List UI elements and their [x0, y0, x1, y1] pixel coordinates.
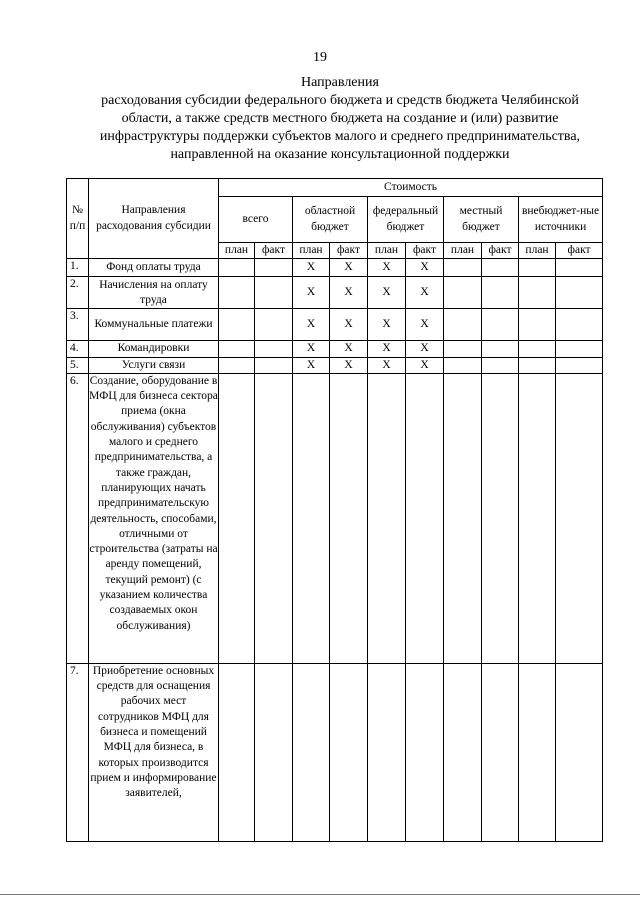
row-number: 2.: [67, 277, 89, 309]
row-value-cell: [519, 357, 556, 373]
row-value-cell: [482, 373, 519, 663]
row-value-cell: [255, 277, 293, 309]
row-direction: Коммунальные платежи: [89, 309, 219, 341]
header-group-extrabudgetary: внебюджет-ные источники: [519, 197, 603, 243]
table-row: [67, 259, 603, 277]
header-plan: план: [519, 243, 556, 259]
header-plan: план: [444, 243, 482, 259]
table-row: [67, 309, 603, 341]
header-group-federal: федеральный бюджет: [368, 197, 444, 243]
row-value-cell: X: [330, 357, 368, 373]
row-value-cell: [255, 341, 293, 357]
row-value-cell: [519, 309, 556, 341]
row-value-cell: [482, 277, 519, 309]
row-value-cell: X: [406, 341, 444, 357]
row-number: 6.: [67, 373, 89, 663]
row-value-cell: [219, 259, 255, 277]
table-row: [67, 277, 603, 309]
row-value-cell: [219, 373, 255, 663]
row-value-cell: [219, 277, 255, 309]
row-value-cell: [368, 373, 406, 663]
header-plan: план: [368, 243, 406, 259]
row-value-cell: [482, 341, 519, 357]
row-value-cell: [556, 259, 603, 277]
heading-line-4: инфраструктуры поддержки субъектов малого и среднего предпринимательства,: [99, 129, 581, 144]
row-value-cell: [556, 341, 603, 357]
row-value-cell: [219, 663, 255, 841]
header-plan: план: [293, 243, 330, 259]
row-value-cell: [219, 309, 255, 341]
row-value-cell: [482, 663, 519, 841]
row-value-cell: [368, 663, 406, 841]
row-value-cell: [255, 357, 293, 373]
heading-line-5: направленной на оказание консультационной поддержки: [170, 147, 510, 162]
row-value-cell: [482, 309, 519, 341]
row-value-cell: [556, 277, 603, 309]
heading-line-3: области, а также средств местного бюджета на создание и (или) развитие: [121, 111, 559, 126]
row-value-cell: X: [368, 341, 406, 357]
row-value-cell: [255, 309, 293, 341]
row-value-cell: X: [368, 309, 406, 341]
row-value-cell: [444, 259, 482, 277]
row-value-cell: [556, 309, 603, 341]
row-value-cell: [293, 663, 330, 841]
row-value-cell: [330, 373, 368, 663]
row-direction: Начисления на оплату труда: [89, 277, 219, 309]
row-value-cell: [482, 259, 519, 277]
row-value-cell: [293, 373, 330, 663]
row-value-cell: X: [406, 259, 444, 277]
row-value-cell: [444, 341, 482, 357]
row-number: 7.: [67, 663, 89, 841]
table-row: [67, 357, 603, 373]
row-value-cell: X: [406, 277, 444, 309]
row-value-cell: X: [330, 277, 368, 309]
row-value-cell: [519, 373, 556, 663]
row-value-cell: X: [293, 341, 330, 357]
page-bottom-rule: [0, 894, 640, 895]
header-number: № п/п: [67, 179, 89, 259]
expense-directions-table: [66, 178, 603, 842]
row-direction: Создание, оборудование в МФЦ для бизнеса сектора приема (окна обслуживания) субъектов малого и среднего предпринимательства, а также граждан, планирующих начать предпринимательскую деятельность, способами, отличными от строительства (затраты на аренду помещений, текущий ремонт) (с указанием количества создаваемых окон обслуживания): [89, 373, 219, 663]
row-value-cell: [519, 341, 556, 357]
row-value-cell: [330, 663, 368, 841]
row-number: 4.: [67, 341, 89, 357]
row-direction: Командировки: [89, 341, 219, 357]
row-value-cell: X: [330, 259, 368, 277]
row-number: 1.: [67, 259, 89, 277]
row-value-cell: X: [293, 277, 330, 309]
row-direction: Фонд оплаты труда: [89, 259, 219, 277]
row-value-cell: [406, 663, 444, 841]
heading-line-1: Направления: [301, 75, 379, 90]
table-row: [67, 373, 603, 663]
row-value-cell: X: [368, 357, 406, 373]
header-group-local: местный бюджет: [444, 197, 519, 243]
document-heading: [40, 74, 640, 164]
row-number: 3.: [67, 309, 89, 341]
row-value-cell: [519, 663, 556, 841]
row-value-cell: [556, 663, 603, 841]
row-value-cell: [444, 357, 482, 373]
header-fact: факт: [482, 243, 519, 259]
row-value-cell: [255, 663, 293, 841]
row-value-cell: [556, 373, 603, 663]
header-fact: факт: [406, 243, 444, 259]
header-group-regional: областной бюджет: [293, 197, 368, 243]
row-number: 5.: [67, 357, 89, 373]
table-row: [67, 663, 603, 841]
row-value-cell: X: [330, 341, 368, 357]
header-cost: Стоимость: [219, 179, 603, 197]
header-group-total: всего: [219, 197, 293, 243]
heading-line-2: расходования субсидии федерального бюджета и средств бюджета Челябинской: [101, 93, 579, 108]
row-direction: Услуги связи: [89, 357, 219, 373]
row-value-cell: [255, 373, 293, 663]
row-value-cell: [519, 259, 556, 277]
page-number: 19: [313, 50, 327, 65]
row-value-cell: [556, 357, 603, 373]
row-value-cell: X: [293, 357, 330, 373]
row-value-cell: X: [406, 309, 444, 341]
row-value-cell: [444, 663, 482, 841]
row-value-cell: X: [293, 309, 330, 341]
row-value-cell: [255, 259, 293, 277]
header-fact: факт: [255, 243, 293, 259]
row-value-cell: X: [293, 259, 330, 277]
row-value-cell: [219, 357, 255, 373]
row-value-cell: X: [368, 277, 406, 309]
row-value-cell: X: [406, 357, 444, 373]
row-value-cell: [482, 357, 519, 373]
row-value-cell: [444, 277, 482, 309]
header-direction: Направления расходования субсидии: [89, 179, 219, 259]
row-value-cell: X: [368, 259, 406, 277]
row-value-cell: [519, 277, 556, 309]
row-value-cell: [219, 341, 255, 357]
header-fact: факт: [330, 243, 368, 259]
row-value-cell: X: [330, 309, 368, 341]
table-row: [67, 341, 603, 357]
row-value-cell: [406, 373, 444, 663]
header-fact: факт: [556, 243, 603, 259]
header-plan: план: [219, 243, 255, 259]
row-direction: Приобретение основных средств для оснащения рабочих мест сотрудников МФЦ для бизнеса и помещений МФЦ для бизнеса, в которых производится прием и информирование заявителей,: [89, 663, 219, 841]
row-value-cell: [444, 309, 482, 341]
row-value-cell: [444, 373, 482, 663]
